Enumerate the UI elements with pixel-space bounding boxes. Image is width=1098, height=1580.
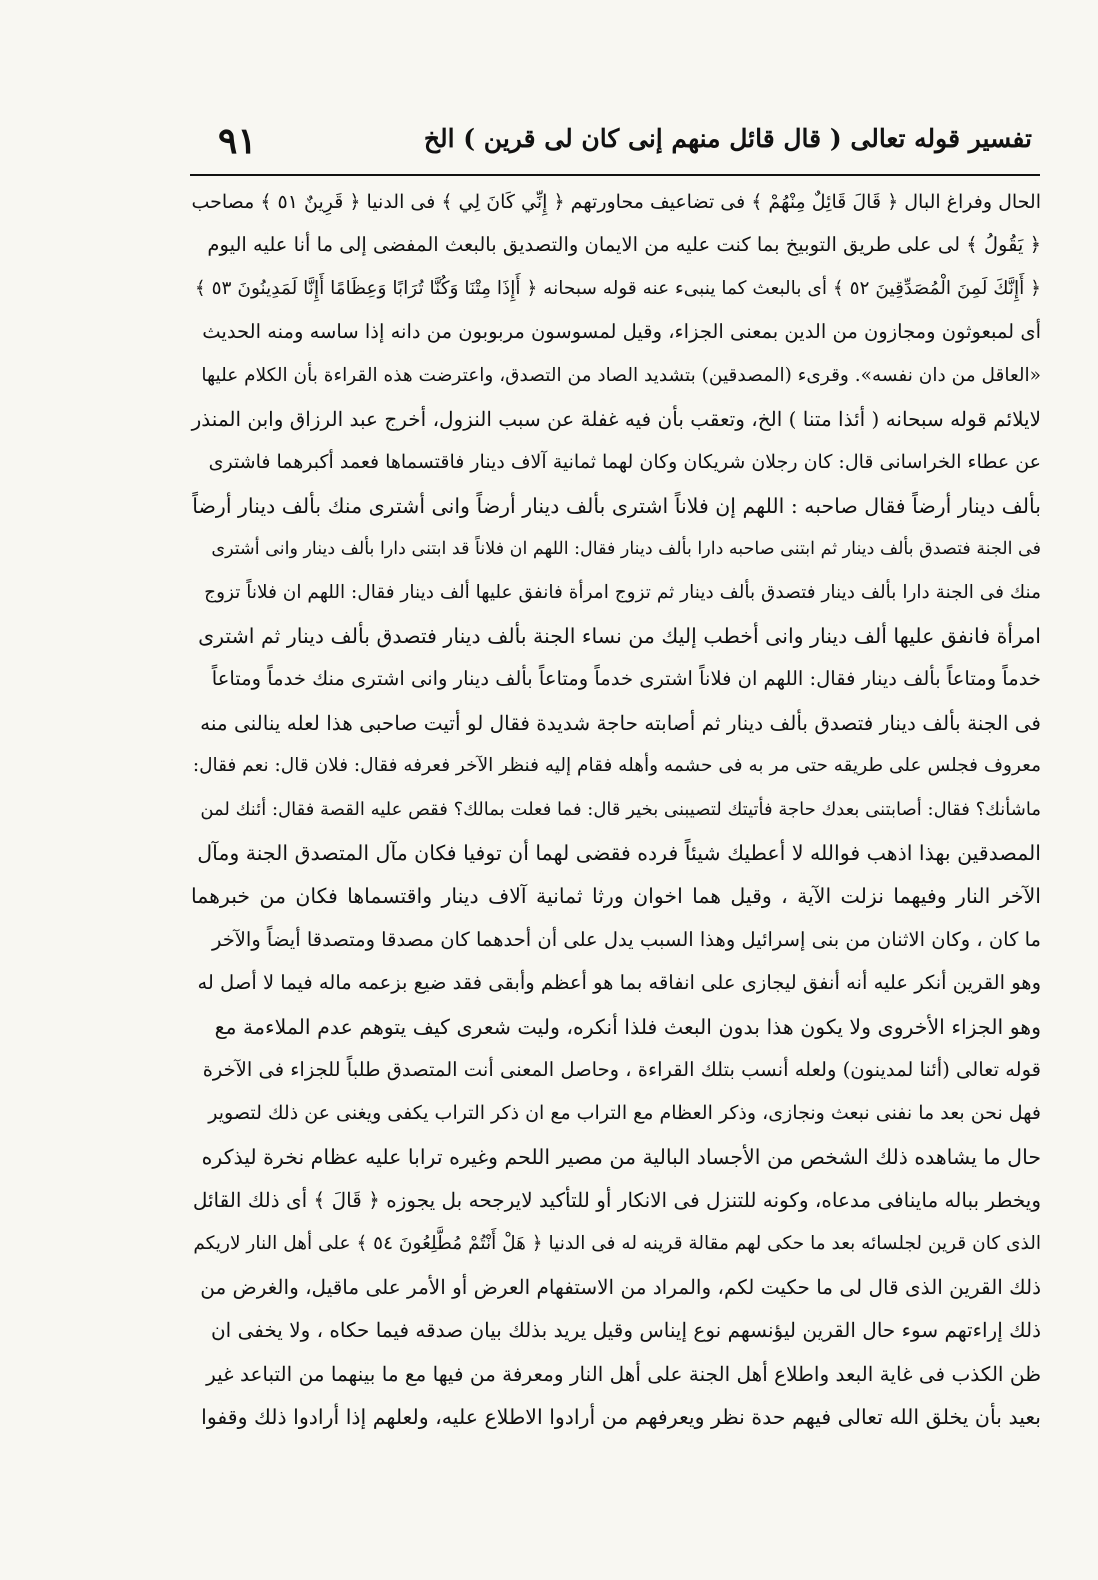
text-line-content: ﴿ يَقُولُ ﴾ لى على طريق التوبيخ بما كنت عليه من الايمان والتصديق بالبعث المفضى إلى ما أنا عليه اليوم (207, 233, 1041, 257)
running-title: تفسير قوله تعالى ( قال قائل منهم إنى كان لى قرين ) الخ (423, 124, 1032, 153)
text-line-content: فى الجنة فتصدق بألف دينار ثم ابتنى صاحبه دارا بألف دينار فقال: اللهم ان فلاناً قد ابتنى دارا بألف دينار وانى أشترى (211, 539, 1041, 560)
text-line (185, 746, 1041, 786)
text-line (185, 1137, 1041, 1177)
body-text (185, 182, 1041, 1512)
text-line-content: امرأة فانفق عليها ألف دينار وانى أخطب إليك من نساء الجنة بألف دينار فتصدق بألف دينار ثم اشترى (198, 624, 1041, 648)
text-line-content: أى لمبعوثون ومجازون من الدين بمعنى الجزاء، وقيل لمسوسون مربوبون من دانه إذا ساسه ومنه الحديث (202, 320, 1041, 344)
text-line-content: منك فى الجنة دارا بألف دينار فتصدق بألف دينار ثم تزوج امرأة فانفق عليها ألف دينار فقال: اللهم ان فلاناً تزوج (204, 581, 1041, 603)
text-line-content: ويخطر بباله ماينافى مدعاه، وكونه للتنزل فى الانكار أو للتأكيد لايرجحه بل يجوزه ﴿ قَالَ ﴾ أى ذلك القائل (192, 1188, 1041, 1213)
text-line (185, 833, 1041, 873)
text-line (185, 225, 1041, 265)
text-line (185, 442, 1041, 482)
text-line-content: عن عطاء الخراسانى قال: كان رجلان شريكان وكان لهما ثمانية آلاف دينار فاقتسماها فعمد أكبرهما فاشترى (208, 451, 1041, 474)
text-line (185, 573, 1041, 613)
text-line (185, 356, 1041, 396)
text-line (185, 876, 1041, 916)
text-line-content: ذلك القرين الذى قال لى ما حكيت لكم، والمراد من الاستفهام العرض أو الأمر على ماقيل، والغرض من (200, 1275, 1041, 1299)
text-line (185, 312, 1041, 352)
text-line (185, 790, 1041, 830)
text-line (185, 1007, 1041, 1047)
text-line-content: فى الجنة بألف دينار فتصدق بألف دينار ثم أصابته حاجة شديدة فقال لو أتيت صاحبى هذا لعله ينالنى منه (200, 710, 1041, 735)
text-line-content: قوله تعالى (أئنا لمدينون) ولعله أنسب بتلك القراءة ، وحاصل المعنى أنت المتصدق طلباً للجزاء فى الآخرة (202, 1058, 1041, 1081)
text-line-content: الذى كان قرين لجلسائه بعد ما حكى لهم مقالة قرينه له فى الدنيا ﴿ هَلْ أَنْتُمْ مُطَّلِعُونَ ٥٤ ﴾ على أهل النار لاريكم (193, 1232, 1041, 1254)
page-header (190, 118, 1040, 176)
text-line (185, 659, 1041, 699)
text-line-content: بألف دينار أرضاً فقال صاحبه : اللهم إن فلاناً اشترى بألف دينار أرضاً وانى أشترى منك بألف دينار أرضاً (192, 493, 1041, 518)
text-line (185, 1267, 1041, 1307)
text-line-content: ما كان ، وكان الاثنان من بنى إسرائيل وهذا السبب يدل على أن أحدهما كان مصدقا ومتصدقا أيضاً والآخر (211, 927, 1041, 951)
text-line (185, 1050, 1041, 1090)
text-line-content: الآخر النار وفيهما نزلت الآية ، وقيل هما اخوان ورثا ثمانية آلاف دينار واقتسماها فكان من خبرهما (191, 884, 1041, 909)
text-line-content: ذلك إراءتهم سوء حال القرين ليؤنسهم نوع إيناس وقيل يريد بذلك بيان صدقه فيما حكاه ، ولا يخفى ان (210, 1318, 1041, 1343)
text-line (185, 1397, 1041, 1437)
text-line-content: الحال وفراغ البال ﴿ قَالَ قَائِلٌ مِنْهُمْ ﴾ فى تضاعيف محاورتهم ﴿ إِنِّي كَانَ لِي ﴾ فى الدنيا ﴿ قَرِينٌ ٥١ ﴾ مصاحب (191, 191, 1041, 213)
text-line-content: «العاقل من دان نفسه». وقرىء (المصدقين) بتشديد الصاد من التصدق، واعترضت هذه القراءة بأن الكلام عليها (201, 364, 1041, 386)
text-line-content: معروف فجلس على طريقه حتى مر به فى حشمه وأهله فقام إليه فنظر الآخر فعرفه فقال: فلان قال: نعم فقال: (192, 755, 1041, 777)
text-line-content: خدماً ومتاعاً بألف دينار فقال: اللهم ان فلاناً اشترى خدماً ومتاعاً بألف دينار وانى اشترى منك خدماً ومتاعاً (211, 667, 1041, 691)
text-line (185, 182, 1041, 222)
page-number: ٩١ (218, 120, 257, 162)
text-line (185, 703, 1041, 743)
text-line-content: ماشأنك؟ فقال: أصابتنى بعدك حاجة فأتيتك لتصيبنى بخير قال: فما فعلت بمالك؟ فقص عليه القصة فقال: أئنك لمن (200, 798, 1041, 820)
text-line-content: المصدقين بهذا اذهب فوالله لا أعطيك شيئاً فرده فقضى لهما أن توفيا فكان مآل المتصدق الجنة ومآل (197, 841, 1041, 865)
text-line (185, 486, 1041, 526)
text-line-content: وهو القرين أنكر عليه أنه أنفق ليجازى على انفاقه بما هو أعظم وأبقى فقد ضيع بزعمه ماله فيما لا أصل له (197, 971, 1041, 995)
text-line (185, 399, 1041, 439)
text-line-content: ﴿ أَإِنَّكَ لَمِنَ الْمُصَدِّقِينَ ٥٢ ﴾ أى بالبعث كما ينبىء عنه قوله سبحانه ﴿ أَإِذَا مِتْنَا وَكُنَّا تُرَابًا وَعِظَامًا أَإِنَّا لَمَدِينُونَ ٥٣ ﴾ (194, 277, 1041, 299)
text-line (185, 529, 1041, 569)
text-line (185, 1224, 1041, 1264)
text-line-content: وهو الجزاء الأخروى ولا يكون هذا بدون البعث فلذا أنكره، وليت شعرى كيف يتوهم عدم الملاءمة مع (214, 1014, 1041, 1039)
text-line-content: حال ما يشاهده ذلك الشخص من الأجساد البالية من مصير اللحم وغيره ترابا عليه عظام نخرة ليذكره (201, 1144, 1041, 1169)
text-line (185, 616, 1041, 656)
text-line-content: ظن الكذب فى غاية البعد واطلاع أهل الجنة على أهل النار ومعرفة من فيها مع ما بينهما من التباعد غير (206, 1361, 1041, 1386)
text-line (185, 963, 1041, 1003)
text-line (185, 1354, 1041, 1394)
text-line (185, 1180, 1041, 1220)
text-line (185, 1310, 1041, 1350)
text-line-content: فهل نحن بعد ما نفنى نبعث ونجازى، وذكر العظام مع التراب مع ان ذكر التراب يكفى ويغنى عن ذلك لتصوير (208, 1102, 1041, 1125)
text-line (185, 269, 1041, 309)
text-line-content: لايلائم قوله سبحانه ( أئذا متنا ) الخ، وتعقب بأن فيه غفلة عن سبب النزول، أخرج عبد الرزاق وابن المنذر (191, 407, 1041, 431)
text-line (185, 1093, 1041, 1133)
text-line (185, 920, 1041, 960)
text-line-content: بعيد بأن يخلق الله تعالى فيهم حدة نظر ويعرفهم من أرادوا الاطلاع عليه، ولعلهم إذا أرادوا ذلك وقفوا (201, 1405, 1041, 1430)
